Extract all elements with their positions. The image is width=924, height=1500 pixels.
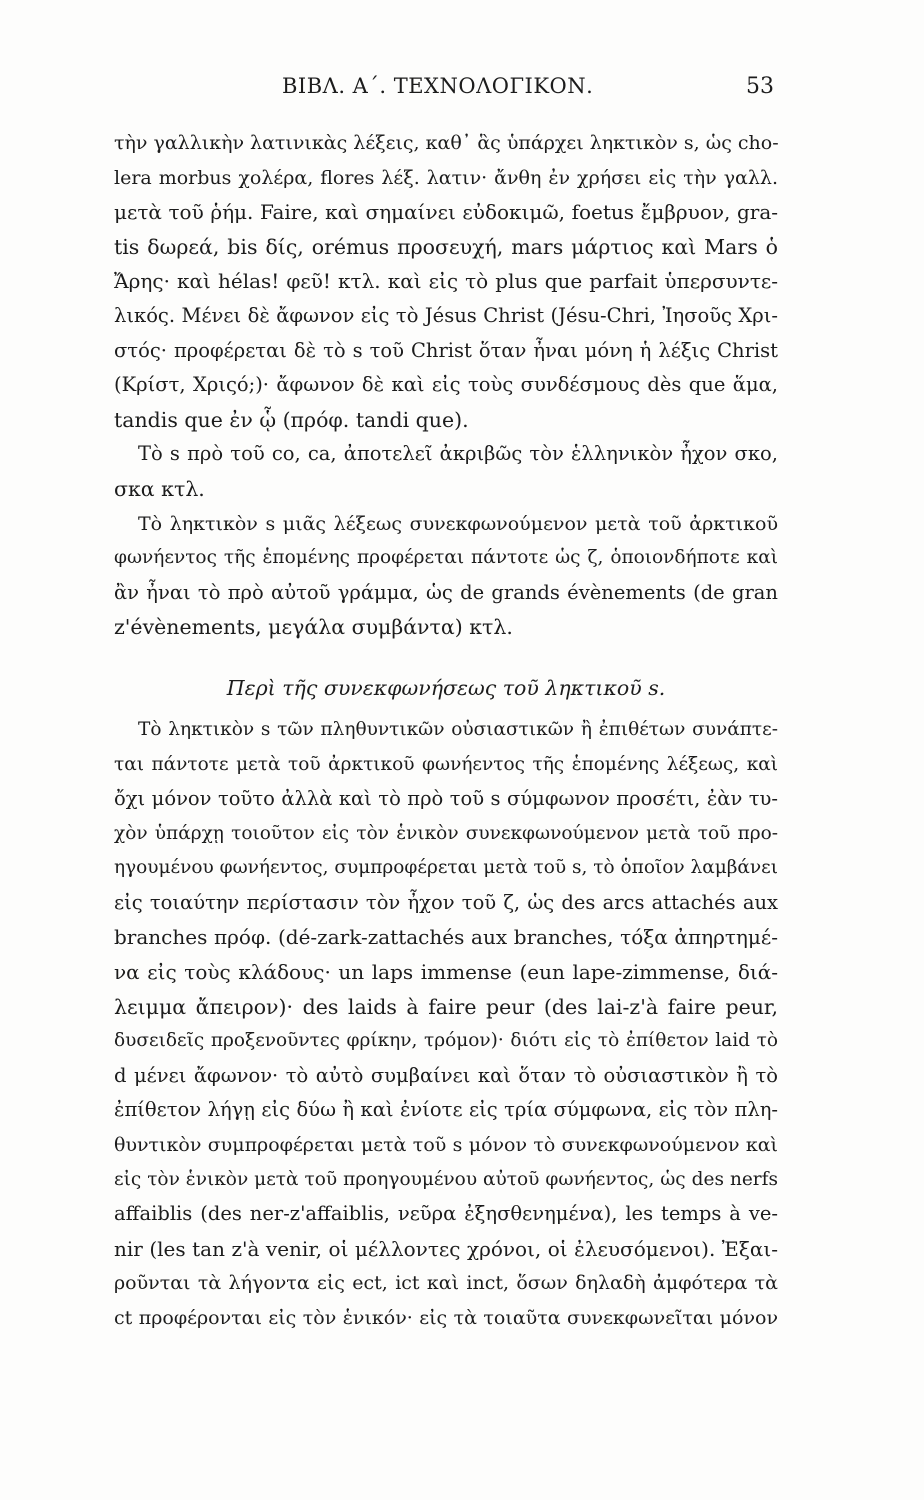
page-number: 53 bbox=[746, 74, 774, 99]
text-line: Τὸ ληκτικὸν s μιᾶς λέξεως συνεκφωνούμενον μετὰ τοῦ ἀρκτικοῦ bbox=[138, 512, 778, 535]
text-line: να εἰς τοὺς κλάδους· un laps immense (eun lape-zimmense, διά- bbox=[114, 960, 778, 985]
text-line: ἐπίθετον λήγῃ εἰς δύω ἢ καὶ ἐνίοτε εἰς τρία σύμφωνα, εἰς τὸν πλη- bbox=[114, 1098, 778, 1122]
section-heading: Περὶ τῆς συνεκφωνήσεως τοῦ ληκτικοῦ s. bbox=[226, 675, 666, 700]
text-line: d μένει ἄφωνον· τὸ αὐτὸ συμβαίνει καὶ ὅταν τὸ οὐσιαστικὸν ἢ τὸ bbox=[114, 1063, 778, 1087]
text-line: tis δωρεά, bis δίς, orémus προσευχή, mars μάρτιος καὶ Mars ὁ bbox=[114, 234, 778, 259]
text-line: σκα κτλ. bbox=[114, 476, 205, 501]
page-body bbox=[114, 126, 778, 1336]
text-line: ται πάντοτε μετὰ τοῦ ἀρκτικοῦ φωνήεντος τῆς ἑπομένης λέξεως, καὶ bbox=[114, 753, 778, 775]
text-line: Τὸ ληκτικὸν s τῶν πληθυντικῶν οὐσιαστικῶν ἢ ἐπιθέτων συνάπτε- bbox=[138, 718, 778, 740]
text-line: εἰς τοιαύτην περίστασιν τὸν ἦχον τοῦ ζ, ὡς des arcs attachés aux bbox=[114, 890, 778, 914]
paragraph-4 bbox=[114, 713, 778, 1336]
text-line: ὄχι μόνον τοῦτο ἀλλὰ καὶ τὸ πρὸ τοῦ s σύμφωνον προσέτι, ἐὰν τυ- bbox=[114, 787, 778, 811]
text-line: Ἄρης· καὶ hélas! φεῦ! κτλ. καὶ εἰς τὸ plus que parfait ὑπερσυντε- bbox=[114, 269, 778, 294]
text-line: ροῦνται τὰ λήγοντα εἰς ect, ict καὶ inct, ὅσων δηλαδὴ ἀμφότερα τὰ bbox=[114, 1272, 778, 1295]
text-line: (Κρίστ, Χριςό;)· ἄφωνον δὲ καὶ εἰς τοὺς συνδέσμους dès que ἅμα, bbox=[114, 373, 778, 397]
running-head bbox=[114, 74, 774, 104]
text-line: ct προφέρονται εἰς τὸν ἑνικόν· εἰς τὰ τοιαῦτα συνεκφωνεῖται μόνον bbox=[114, 1307, 778, 1329]
text-line: θυντικὸν συμπροφέρεται μετὰ τοῦ s μόνον τὸ συνεκφωνούμενον καὶ bbox=[114, 1134, 778, 1157]
text-line: ἂν ἦναι τὸ πρὸ αὐτοῦ γράμμα, ὡς de grands évènements (de gran bbox=[114, 580, 778, 604]
paragraph-1 bbox=[114, 126, 778, 437]
text-line: λειμμα ἄπειρον)· des laids à faire peur (des lai-z'à faire peur, bbox=[114, 994, 778, 1019]
text-line: tandis que ἐν ᾧ (πρόφ. tandi que). bbox=[114, 407, 469, 432]
running-head-title: ΒΙΒΛ. Α΄. ΤΕΧΝΟΛΟΓΙΚΟΝ. bbox=[282, 74, 594, 98]
text-line: ηγουμένου φωνήεντος, συμπροφέρεται μετὰ τοῦ s, τὸ ὁποῖον λαμβάνει bbox=[114, 857, 778, 879]
text-line: affaiblis (des ner-z'affaiblis, νεῦρα ἐξησθενημένα), les temps à ve- bbox=[114, 1202, 778, 1226]
paragraph-2 bbox=[114, 437, 778, 506]
text-line: φωνήεντος τῆς ἑπομένης προφέρεται πάντοτε ὡς ζ, ὁποιονδήποτε καὶ bbox=[114, 547, 778, 569]
text-line: nir (les tan z'à venir, οἱ μέλλοντες χρόνοι, οἱ ἐλευσόμενοι). Ἐξαι- bbox=[114, 1236, 778, 1261]
text-line: branches πρόφ. (dé-zark-zattachés aux branches, τόξα ἀπηρτημέ- bbox=[114, 925, 778, 950]
text-line: Τὸ s πρὸ τοῦ co, ca, ἀποτελεῖ ἀκριβῶς τὸν ἑλληνικὸν ἦχον σκο, bbox=[138, 442, 778, 466]
paragraph-3 bbox=[114, 507, 778, 645]
text-line: λικός. Μένει δὲ ἄφωνον εἰς τὸ Jésus Christ (Jésu-Chri, Ἰησοῦς Χρι- bbox=[114, 303, 778, 327]
text-line: δυσειδεῖς προξενοῦντες φρίκην, τρόμον)· διότι εἰς τὸ ἐπίθετον laid τὸ bbox=[114, 1030, 778, 1052]
text-line: z'évènements, μεγάλα συμβάντα) κτλ. bbox=[114, 615, 513, 640]
text-line: χὸν ὑπάρχῃ τοιοῦτον εἰς τὸν ἑνικὸν συνεκφωνούμενον μετὰ τοῦ προ- bbox=[114, 822, 778, 844]
text-line: τὴν γαλλικὴν λατινικὰς λέξεις, καθ᾽ ἃς ὑπάρχει ληκτικὸν s, ὡς cho- bbox=[114, 132, 779, 154]
text-line: εἰς τὸν ἑνικὸν μετὰ τοῦ προηγουμένου αὐτοῦ φωνήεντος, ὡς des nerfs bbox=[114, 1168, 778, 1190]
text-line: lera morbus χολέρα, flores λέξ. λατιν· ἄνθη ἐν χρήσει εἰς τὴν γαλλ. bbox=[114, 166, 778, 189]
text-line: μετὰ τοῦ ῥήμ. Faire, καὶ σημαίνει εὐδοκιμῶ, foetus ἔμβρυον, gra- bbox=[114, 200, 778, 225]
text-line: στός· προφέρεται δὲ τὸ s τοῦ Christ ὅταν ἦναι μόνη ἡ λέξις Christ bbox=[114, 338, 778, 362]
